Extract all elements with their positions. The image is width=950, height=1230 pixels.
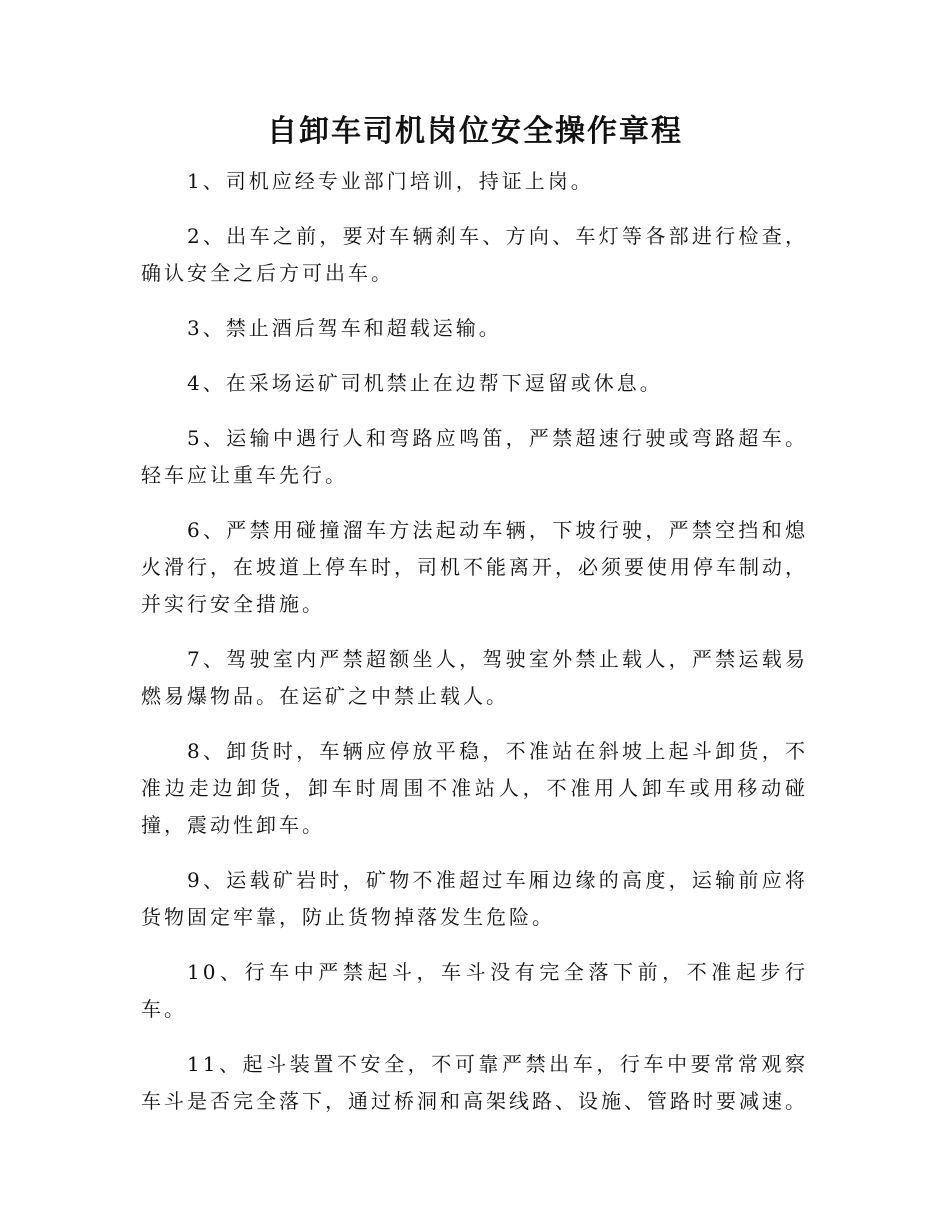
rule-paragraph-8: 8、卸货时，车辆应停放平稳，不准站在斜坡上起斗卸货，不准边走边卸货，卸车时周围不准站人，不准用人卸车或用移动碰撞，震动性卸车。	[141, 739, 808, 837]
rule-paragraph-1: 1、司机应经专业部门培训，持证上岗。	[187, 169, 594, 193]
rule-paragraph-7: 7、驾驶室内严禁超额坐人，驾驶室外禁止载人，严禁运载易燃易爆物品。在运矿之中禁止载人。	[141, 647, 808, 708]
rule-paragraph-4: 4、在采场运矿司机禁止在边帮下逗留或休息。	[187, 371, 663, 395]
rule-paragraph-10: 10、行车中严禁起斗，车斗没有完全落下前，不准起步行车。	[141, 960, 808, 1021]
rule-paragraph-5: 5、运输中遇行人和弯路应鸣笛，严禁超速行驶或弯路超车。轻车应让重车先行。	[141, 426, 808, 487]
rule-paragraph-6: 6、严禁用碰撞溜车方法起动车辆，下坡行驶，严禁空挡和熄火滑行，在坡道上停车时，司机不能离开，必须要使用停车制动，并实行安全措施。	[141, 518, 808, 616]
rule-paragraph-2: 2、出车之前，要对车辆刹车、方向、车灯等各部进行检查，确认安全之后方可出车。	[141, 224, 808, 285]
document-body	[141, 163, 808, 1138]
rule-paragraph-3: 3、禁止酒后驾车和超载运输。	[187, 316, 502, 340]
document-title: 自卸车司机岗位安全操作章程	[267, 114, 683, 149]
rule-paragraph-9: 9、运载矿岩时，矿物不准超过车厢边缘的高度，运输前应将货物固定牢靠，防止货物掉落发生危险。	[141, 868, 808, 929]
rule-paragraph-11: 11、起斗装置不安全，不可靠严禁出车，行车中要常常观察车斗是否完全落下，通过桥洞和高架线路、设施、管路时要减速。	[141, 1052, 808, 1113]
